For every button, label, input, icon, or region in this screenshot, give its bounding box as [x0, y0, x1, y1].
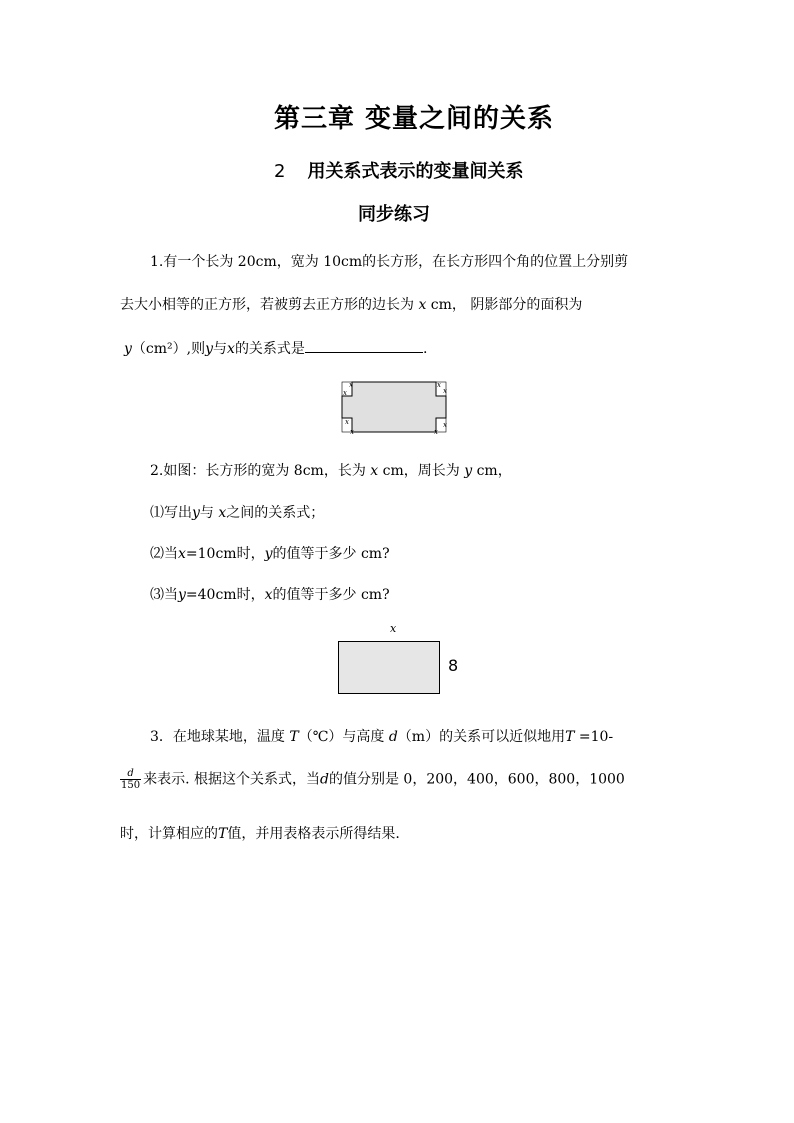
- q3-text: 值，并用表格表示所得结果.: [227, 826, 400, 842]
- var-T: T: [218, 826, 228, 842]
- var-x: x: [418, 297, 427, 313]
- fraction-denominator: 150: [121, 780, 141, 791]
- q2-text: cm，: [472, 463, 512, 479]
- lesson-title: 用关系式表示的变量间关系: [307, 161, 524, 182]
- q3-line-3: [120, 824, 400, 844]
- q3-text: 时，计算相应的: [120, 826, 218, 842]
- q2-sub-1: [150, 503, 324, 523]
- q2-text: 之间的关系式；: [226, 505, 325, 521]
- q1-line-1: 1.有一个长为 20cm，宽为 10cm的长方形，在长方形四个角的位置上分别剪: [150, 254, 629, 270]
- q3-text: （℃）与高度: [298, 729, 389, 745]
- corner-label: x: [437, 381, 441, 389]
- rect-length-label: x: [390, 622, 397, 635]
- var-x: x: [370, 463, 379, 479]
- var-T: T: [565, 729, 575, 745]
- q2-sub-3: [150, 585, 390, 605]
- q3-line-2: [120, 768, 625, 791]
- var-T: T: [289, 729, 299, 745]
- section-heading: 同步练习: [358, 204, 430, 225]
- var-x: x: [218, 505, 227, 521]
- q3-text: =10-: [574, 729, 614, 745]
- var-x: x: [264, 587, 273, 603]
- fraction-numerator: d: [120, 768, 141, 780]
- var-d: d: [388, 729, 398, 745]
- shaded-region: [342, 382, 446, 432]
- q1-text: 与: [213, 341, 228, 357]
- rectangle-figure: [338, 641, 440, 694]
- q3-text: （m）的关系可以近似地用: [397, 729, 566, 745]
- var-y: y: [192, 505, 200, 521]
- q1-text: 的关系式是: [234, 341, 305, 357]
- page-title: 第三章 变量之间的关系: [274, 104, 555, 134]
- fraction-d-over-150: [120, 768, 141, 791]
- answer-blank[interactable]: [305, 338, 423, 353]
- q2-sub-2: [150, 544, 390, 564]
- var-x: x: [178, 546, 186, 562]
- var-y: y: [464, 463, 473, 479]
- var-y: y: [124, 341, 132, 357]
- q2-text: cm，周长为: [378, 463, 465, 479]
- q1-text: cm， 阴影部分的面积为: [426, 297, 583, 313]
- q1-line-2: [120, 295, 582, 315]
- q3-line-1: [150, 727, 613, 747]
- rect-width-label: 8: [448, 656, 459, 675]
- q2-text: 的值等于多少 cm?: [272, 587, 390, 603]
- q2-text: 的值等于多少 cm?: [272, 546, 390, 562]
- var-y: y: [205, 341, 214, 357]
- q1-text: （cm²）,则: [131, 341, 206, 357]
- lesson-subtitle: [274, 157, 523, 183]
- corner-label: x: [443, 387, 447, 395]
- q1-text: .: [422, 341, 428, 357]
- q2-text: =40cm时，: [185, 587, 265, 603]
- q3-text: 的值分别是 0，200，400，600，800，1000: [328, 771, 625, 788]
- q2-text: 与: [199, 505, 219, 521]
- q2-text: ⑵当: [150, 546, 178, 562]
- var-y: y: [264, 546, 273, 562]
- var-x: x: [227, 341, 235, 357]
- q2-text: ⑶当: [150, 587, 178, 603]
- q2-line-1: [150, 461, 512, 481]
- lesson-number: 2: [274, 161, 286, 182]
- corner-label: x: [349, 381, 353, 389]
- var-y: y: [178, 587, 186, 603]
- q1-text: 去大小相等的正方形，若被剪去正方形的边长为: [120, 297, 419, 313]
- corner-label: x: [443, 421, 447, 429]
- q1-line-3: [124, 338, 427, 359]
- q2-text: ⑴写出: [150, 505, 192, 521]
- q2-text: 2.如图：长方形的宽为 8cm，长为: [150, 463, 371, 479]
- q1-cut-corner-figure: [340, 376, 456, 436]
- corner-label: x: [350, 428, 354, 436]
- q3-text: 3．在地球某地，温度: [150, 729, 290, 745]
- corner-label: x: [343, 389, 347, 397]
- q2-text: =10cm时，: [185, 546, 265, 562]
- var-d: d: [320, 771, 329, 788]
- corner-label: x: [345, 418, 349, 426]
- corner-label: x: [434, 428, 438, 436]
- q3-text: 来表示. 根据这个关系式，当: [143, 771, 320, 788]
